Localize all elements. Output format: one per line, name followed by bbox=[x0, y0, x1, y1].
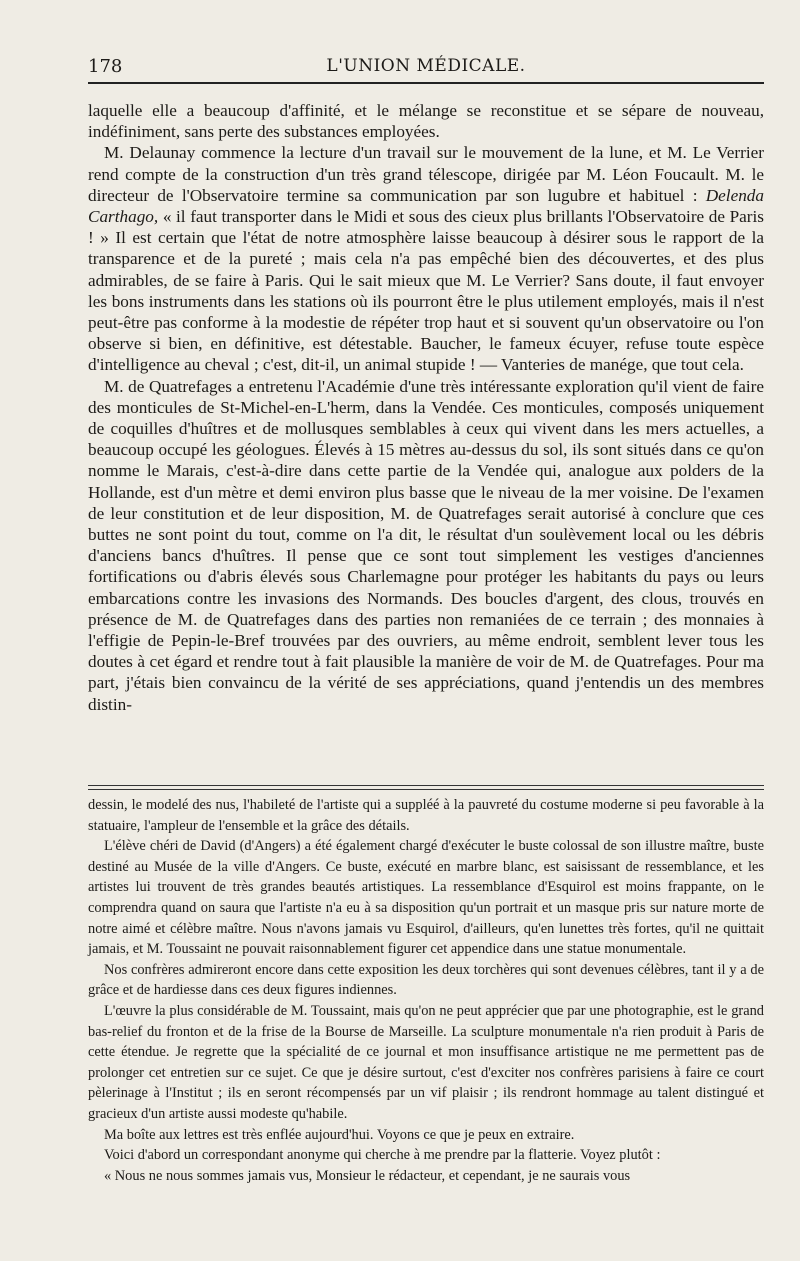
footnote-paragraph: Ma boîte aux lettres est très enflée aujourd'hui. Voyons ce que je peux en extraire. bbox=[104, 1126, 575, 1143]
footnote-paragraph: Nos confrères admireront encore dans cette exposition les deux torchères qui sont devenues célèbres, tant il y a de grâce et de hardiesse dans ces deux figures indiennes. bbox=[88, 961, 764, 999]
footnote-text bbox=[88, 795, 764, 1186]
page-header bbox=[88, 56, 764, 84]
text-run: M. Delaunay commence la lecture d'un travail sur le mouvement de la lune, et M. Le Verrier rend compte de la construction d'un très grand télescope, dirigée par M. Léon Foucault. M. le directeur de l'Observatoire termine sa communication par son lugubre et habituel : bbox=[88, 143, 764, 205]
footnote-paragraph: L'élève chéri de David (d'Angers) a été également chargé d'exécuter le buste colossal de son illustre maître, buste destiné au Musée de la ville d'Angers. Ce buste, exécuté en marbre blanc, est saisissant de ressemblance, et les artistes lui trouvent de très grandes beautés artistiques. La ressemblance d'Esquirol est moins frappante, on le comprendra quand on saura que l'artiste n'a eu à sa disposition qu'un portrait et un masque pris sur nature morte de notre aimé et célèbre maître. Nous n'avons jamais vu Esquirol, d'ailleurs, qu'en lunettes très fortes, qu'il ne quittait jamais, et M. Toussaint ne pouvait raisonnablement figurer cet appendice dans une statue monumentale. bbox=[88, 838, 764, 958]
paragraph: laquelle elle a beaucoup d'affinité, et le mélange se reconstitue et se sépare de nouveau, indéfiniment, sans perte des substances employées. bbox=[88, 101, 764, 142]
footnote-paragraph: L'œuvre la plus considérable de M. Toussaint, mais qu'on ne peut apprécier que par une photographie, est le grand bas-relief du fronton et de la frise de la Bourse de Marseille. La sculpture monumentale n'a rien produit à Paris de cette étendue. Je regrette que la spécialité de ce journal et mon insuffisance artistique ne me permettent pas de prolonger cet entretien sur ce sujet. Ce que je désire surtout, c'est d'exciter nos confrères parisiens à faire ce court pèlerinage à l'Institut ; ils en seront récompensés par un vif plaisir ; ils rendront hommage au talent distingué et gracieux d'un artiste aussi modeste qu'habile. bbox=[88, 1002, 764, 1122]
paragraph: M. de Quatrefages a entretenu l'Académie d'une très intéressante exploration qu'il vient de faire des monticules de St-Michel-en-L'herm, dans la Vendée. Ces monticules, composés uniquement de coquilles d'huîtres et de mollusques semblables à ceux qui vivent dans les mers actuelles, a beaucoup occupé les géologues. Élevés à 15 mètres au-dessus du sol, ils sont situés dans ce qu'on nomme le Marais, c'est-à-dire dans cette partie de la Vendée qui, analogue aux polders de la Hollande, est d'un mètre et demi environ plus basse que le niveau de la mer voisine. De l'examen de leur constitution et de leur disposition, M. de Quatrefages serait autorisé à conclure que ces buttes ne sont point du tout, comme on l'a dit, le résultat d'un soulèvement local ou les débris d'anciens bancs d'huîtres. Il pense que ce sont tout simplement les vestiges d'anciennes fortifications ou d'abris élevés sous Charlemagne pour protéger les habitants du pays ou leurs embarcations contre les invasions des Normands. Des boucles d'argent, des clous, trouvés en présence de M. de Quatrefages dans des parties non remaniées de ce terrain ; des monnaies à l'effigie de Pepin-le-Bref trouvées par des ouvriers, au même endroit, semblent lever tous les doutes à cet égard et rendre tout à fait plausible la manière de voir de M. de Quatrefages. Pour ma part, j'étais bien convaincu de la vérité de ses appréciations, quand j'entendis un des membres distin- bbox=[88, 376, 764, 714]
footnote-separator bbox=[88, 785, 764, 790]
footnote-paragraph: « Nous ne nous sommes jamais vus, Monsieur le rédacteur, et cependant, je ne saurais vous bbox=[104, 1167, 631, 1184]
footnote-paragraph: Voici d'abord un correspondant anonyme qui cherche à me prendre par la flatterie. Voyez plutôt : bbox=[104, 1147, 661, 1164]
page-number: 178 bbox=[88, 56, 123, 77]
footnote-paragraph: dessin, le modelé des nus, l'habileté de l'artiste qui a suppléé à la pauvreté du costume moderne si peu favorable à la statuaire, l'ampleur de l'ensemble et la grâce des détails. bbox=[88, 797, 764, 834]
italic-quote: Delenda Carthago, bbox=[88, 185, 764, 227]
text-run: « il faut transporter dans le Midi et sous des cieux plus brillants l'Observatoire de Paris ! » Il est certain que l'état de notre atmosphère laisse beaucoup à désirer sous le rapport de la transparence et de la pureté ; mais cela n'a pas empêché bien des découvertes, et des plus admirables, de se faire à Paris. Qui le sait mieux que M. Le Verrier? Sans doute, il faut envoyer les bons instruments dans les stations où ils pourront être le plus utilement employés, mais il n'est peut-être pas conforme à la modestie de répéter trop haut et si souvent qu'un observatoire ou l'on observe si bien, en définitive, est détestable. Baucher, le fameux écuyer, refuse toute espèce d'intelligence au cheval ; c'est, dit-il, un animal stupide ! — Vanteries de manége, que tout cela. bbox=[88, 207, 764, 375]
paragraph bbox=[88, 142, 764, 375]
main-text bbox=[88, 100, 764, 715]
running-title: L'UNION MÉDICALE. bbox=[326, 56, 526, 76]
